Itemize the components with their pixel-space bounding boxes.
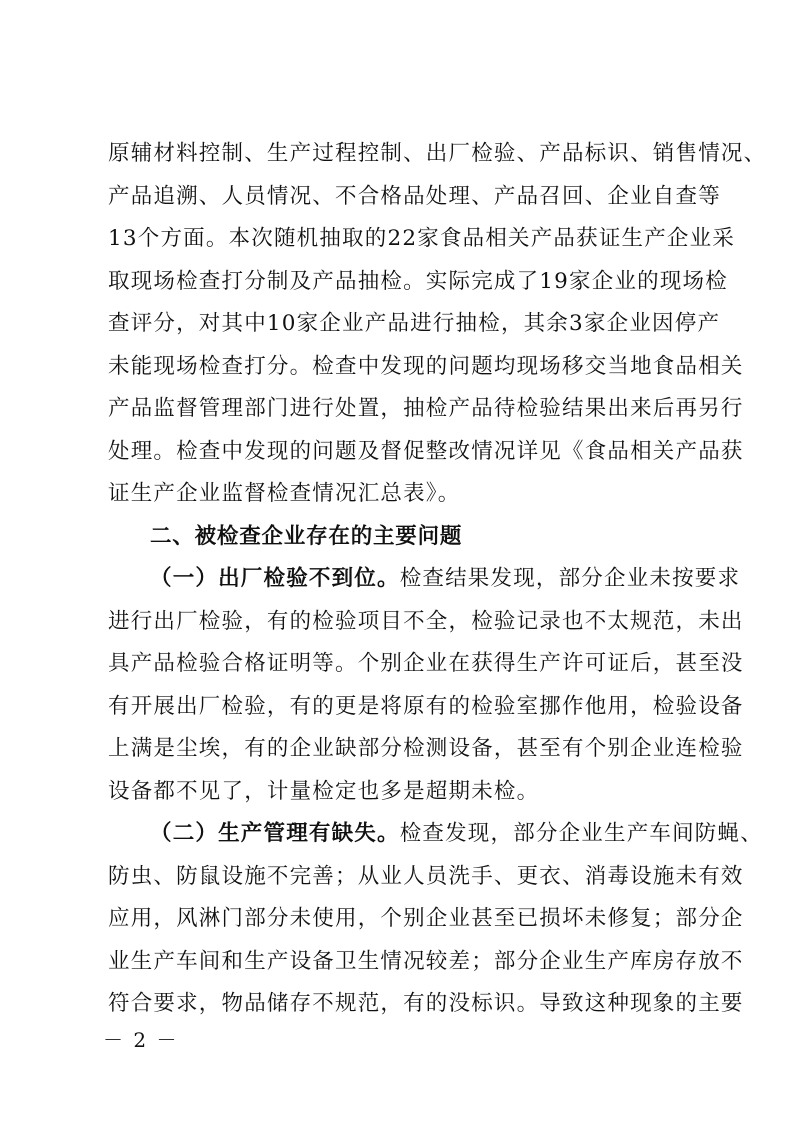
paragraph-line: 取现场检查打分制及产品抽检。实际完成了19家企业的现场检 <box>108 269 728 294</box>
paragraph-line: 业生产车间和生产设备卫生情况较差；部分企业生产库房存放不 <box>108 949 744 974</box>
section-heading: 二、被检查企业存在的主要问题 <box>150 524 463 549</box>
paragraph-line: 设备都不见了，计量检定也多是超期未检。 <box>108 779 540 804</box>
item1-title: （一）出厂检验不到位。 <box>150 566 400 591</box>
paragraph-line: 进行出厂检验，有的检验项目不全，检验记录也不太规范，未出 <box>108 609 744 634</box>
paragraph-line: 应用，风淋门部分未使用，个别企业甚至已损坏未修复；部分企 <box>108 906 744 931</box>
paragraph-line: 具产品检验合格证明等。个别企业在获得生产许可证后，甚至没 <box>108 651 744 676</box>
paragraph-line: 符合要求，物品储存不规范，有的没标识。导致这种现象的主要 <box>108 991 744 1016</box>
paragraph-line: 查评分，对其中10家企业产品进行抽检，其余3家企业因停产 <box>108 311 721 336</box>
item2-first-line <box>150 814 763 854</box>
paragraph-line: 产品追溯、人员情况、不合格品处理、产品召回、企业自查等 <box>108 184 721 209</box>
paragraph-line: 13个方面。本次随机抽取的22家食品相关产品获证生产企业采 <box>108 226 736 251</box>
page-number: － 2 － <box>103 1028 179 1052</box>
paragraph-line: 有开展出厂检验，有的更是将原有的检验室挪作他用，检验设备 <box>108 694 744 719</box>
paragraph-line: 处理。检查中发现的问题及督促整改情况详见《食品相关产品获 <box>108 439 744 464</box>
paragraph-line: 未能现场检查打分。检查中发现的问题均现场移交当地食品相关 <box>108 354 744 379</box>
paragraph-line: 证生产企业监督检查情况汇总表》。 <box>108 481 461 506</box>
paragraph-line: 防虫、防鼠设施不完善；从业人员洗手、更衣、消毒设施未有效 <box>108 864 744 889</box>
item1-text: 检查结果发现，部分企业未按要求 <box>399 566 741 591</box>
paragraph-line: 上满是尘埃，有的企业缺部分检测设备，甚至有个别企业连检验 <box>108 736 744 761</box>
item2-title: （二）生产管理有缺失。 <box>150 821 400 846</box>
paragraph-line: 原辅材料控制、生产过程控制、出厂检验、产品标识、销售情况、 <box>108 141 767 166</box>
item1-first-line <box>150 559 741 599</box>
paragraph-line: 产品监督管理部门进行处置，抽检产品待检验结果出来后再另行 <box>108 396 744 421</box>
item2-text: 检查发现，部分企业生产车间防蝇、 <box>399 821 763 846</box>
